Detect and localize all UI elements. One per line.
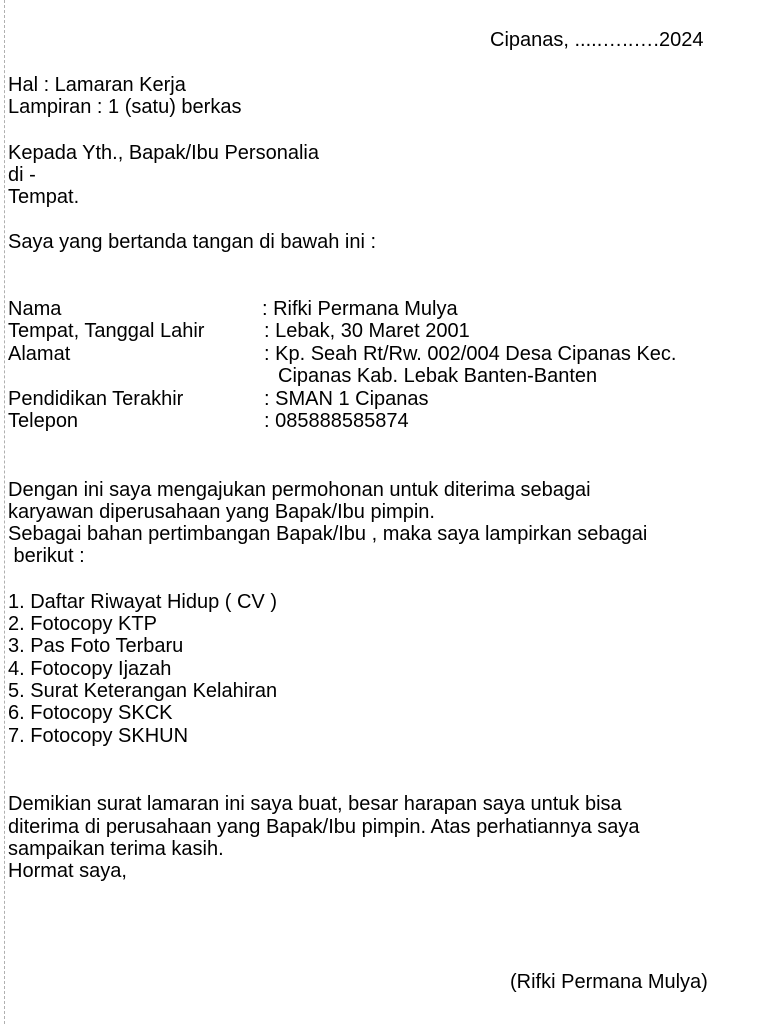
identity-value-phone: : 085888585874 <box>264 410 409 432</box>
opening-line: Saya yang bertanda tangan di bawah ini : <box>8 231 377 253</box>
identity-value-name: : Rifki Permana Mulya <box>262 298 458 320</box>
identity-label-education: Pendidikan Terakhir <box>8 388 184 410</box>
body-line-1: Dengan ini saya mengajukan permohonan untuk diterima sebagai <box>8 479 591 501</box>
list-item: 7. Fotocopy SKHUN <box>8 725 189 747</box>
attachment-line: Lampiran : 1 (satu) berkas <box>8 96 242 118</box>
identity-label-birth: Tempat, Tanggal Lahir <box>8 320 205 342</box>
date-line: Cipanas, .....…..….2024 <box>490 29 704 51</box>
body-line-4: berikut : <box>8 545 85 567</box>
list-item: 2. Fotocopy KTP <box>8 613 157 635</box>
signature-name: (Rifki Permana Mulya) <box>510 971 708 993</box>
identity-value-education: : SMAN 1 Cipanas <box>264 388 429 410</box>
identity-value-address: : Kp. Seah Rt/Rw. 002/004 Desa Cipanas Kec. <box>264 343 677 365</box>
list-item: 4. Fotocopy Ijazah <box>8 658 172 680</box>
recipient-line-3: Tempat. <box>8 186 80 208</box>
list-item: 3. Pas Foto Terbaru <box>8 635 184 657</box>
closing-line-2: diterima di perusahaan yang Bapak/Ibu pimpin. Atas perhatiannya saya <box>8 816 640 838</box>
recipient-line-2: di - <box>8 164 36 186</box>
list-item: 5. Surat Keterangan Kelahiran <box>8 680 278 702</box>
recipient-line-1: Kepada Yth., Bapak/Ibu Personalia <box>8 142 319 164</box>
page-margin-line <box>4 0 5 1024</box>
closing-line-3: sampaikan terima kasih. <box>8 838 224 860</box>
closing-line-1: Demikian surat lamaran ini saya buat, besar harapan saya untuk bisa <box>8 793 622 815</box>
identity-label-phone: Telepon <box>8 410 79 432</box>
body-line-3: Sebagai bahan pertimbangan Bapak/Ibu , maka saya lampirkan sebagai <box>8 523 648 545</box>
subject-line: Hal : Lamaran Kerja <box>8 74 186 96</box>
list-item: 6. Fotocopy SKCK <box>8 702 173 724</box>
identity-value-address-cont: Cipanas Kab. Lebak Banten-Banten <box>278 365 598 387</box>
salutation: Hormat saya, <box>8 860 127 882</box>
identity-label-name: Nama <box>8 298 62 320</box>
list-item: 1. Daftar Riwayat Hidup ( CV ) <box>8 591 277 613</box>
identity-label-address: Alamat <box>8 343 71 365</box>
identity-value-birth: : Lebak, 30 Maret 2001 <box>264 320 470 342</box>
body-line-2: karyawan diperusahaan yang Bapak/Ibu pimpin. <box>8 501 435 523</box>
